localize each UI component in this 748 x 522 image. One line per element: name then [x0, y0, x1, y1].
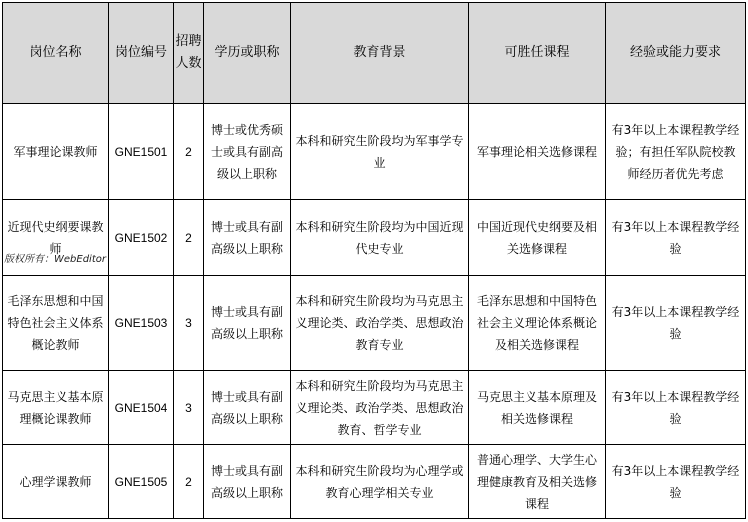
cell-position: 心理学课教师 [3, 445, 109, 519]
cell-code: GNE1505 [109, 445, 174, 519]
cell-education: 本科和研究生阶段均为马克思主义理论类、政治学类、思想政治教育、哲学专业 [291, 371, 469, 445]
cell-position: 毛泽东思想和中国特色社会主义体系概论教师 [3, 276, 109, 371]
cell-requirements: 有3年以上本课程教学经验；有担任军队院校教师经历者优先考虑 [606, 104, 746, 200]
header-count: 招聘人数 [174, 3, 204, 104]
cell-courses: 中国近现代史纲要及相关选修课程 [469, 200, 606, 276]
cell-education: 本科和研究生阶段均为军事学专业 [291, 104, 469, 200]
cell-count: 3 [174, 371, 204, 445]
cell-requirements: 有3年以上本课程教学经验 [606, 371, 746, 445]
cell-education: 本科和研究生阶段均为马克思主义理论类、政治学类、思想政治教育专业 [291, 276, 469, 371]
table-row [3, 276, 746, 371]
cell-count: 3 [174, 276, 204, 371]
cell-degree: 博士或具有副高级以上职称 [204, 200, 291, 276]
cell-count: 2 [174, 200, 204, 276]
cell-education: 本科和研究生阶段均为心理学或教育心理学相关专业 [291, 445, 469, 519]
cell-code: GNE1504 [109, 371, 174, 445]
cell-position: 军事理论课教师 [3, 104, 109, 200]
header-courses: 可胜任课程 [469, 3, 606, 104]
table-row [3, 445, 746, 519]
recruitment-table [2, 2, 746, 519]
cell-degree: 博士或具有副高级以上职称 [204, 445, 291, 519]
cell-requirements: 有3年以上本课程教学经验 [606, 276, 746, 371]
cell-courses: 马克思主义基本原理及相关选修课程 [469, 371, 606, 445]
cell-education: 本科和研究生阶段均为中国近现代史专业 [291, 200, 469, 276]
cell-degree: 博士或具有副高级以上职称 [204, 371, 291, 445]
header-row [3, 3, 746, 104]
cell-degree: 博士或优秀硕士或具有副高级以上职称 [204, 104, 291, 200]
table-row [3, 200, 746, 276]
header-code: 岗位编号 [109, 3, 174, 104]
header-requirements: 经验或能力要求 [606, 3, 746, 104]
cell-requirements: 有3年以上本课程教学经验 [606, 445, 746, 519]
watermark-text: 版权所有：WebEditor [4, 254, 106, 265]
cell-code: GNE1503 [109, 276, 174, 371]
cell-degree: 博士或具有副高级以上职称 [204, 276, 291, 371]
cell-requirements: 有3年以上本课程教学经验 [606, 200, 746, 276]
header-degree: 学历或职称 [204, 3, 291, 104]
cell-count: 2 [174, 104, 204, 200]
cell-courses: 普通心理学、大学生心理健康教育及相关选修课程 [469, 445, 606, 519]
cell-courses: 军事理论相关选修课程 [469, 104, 606, 200]
table-row [3, 371, 746, 445]
cell-courses: 毛泽东思想和中国特色社会主义理论体系概论及相关选修课程 [469, 276, 606, 371]
header-position: 岗位名称 [3, 3, 109, 104]
cell-code: GNE1502 [109, 200, 174, 276]
cell-position: 马克思主义基本原理概论课教师 [3, 371, 109, 445]
cell-code: GNE1501 [109, 104, 174, 200]
table-row [3, 104, 746, 200]
cell-position: 近现代史纲要课教师 [3, 200, 109, 276]
cell-count: 2 [174, 445, 204, 519]
header-education: 教育背景 [291, 3, 469, 104]
